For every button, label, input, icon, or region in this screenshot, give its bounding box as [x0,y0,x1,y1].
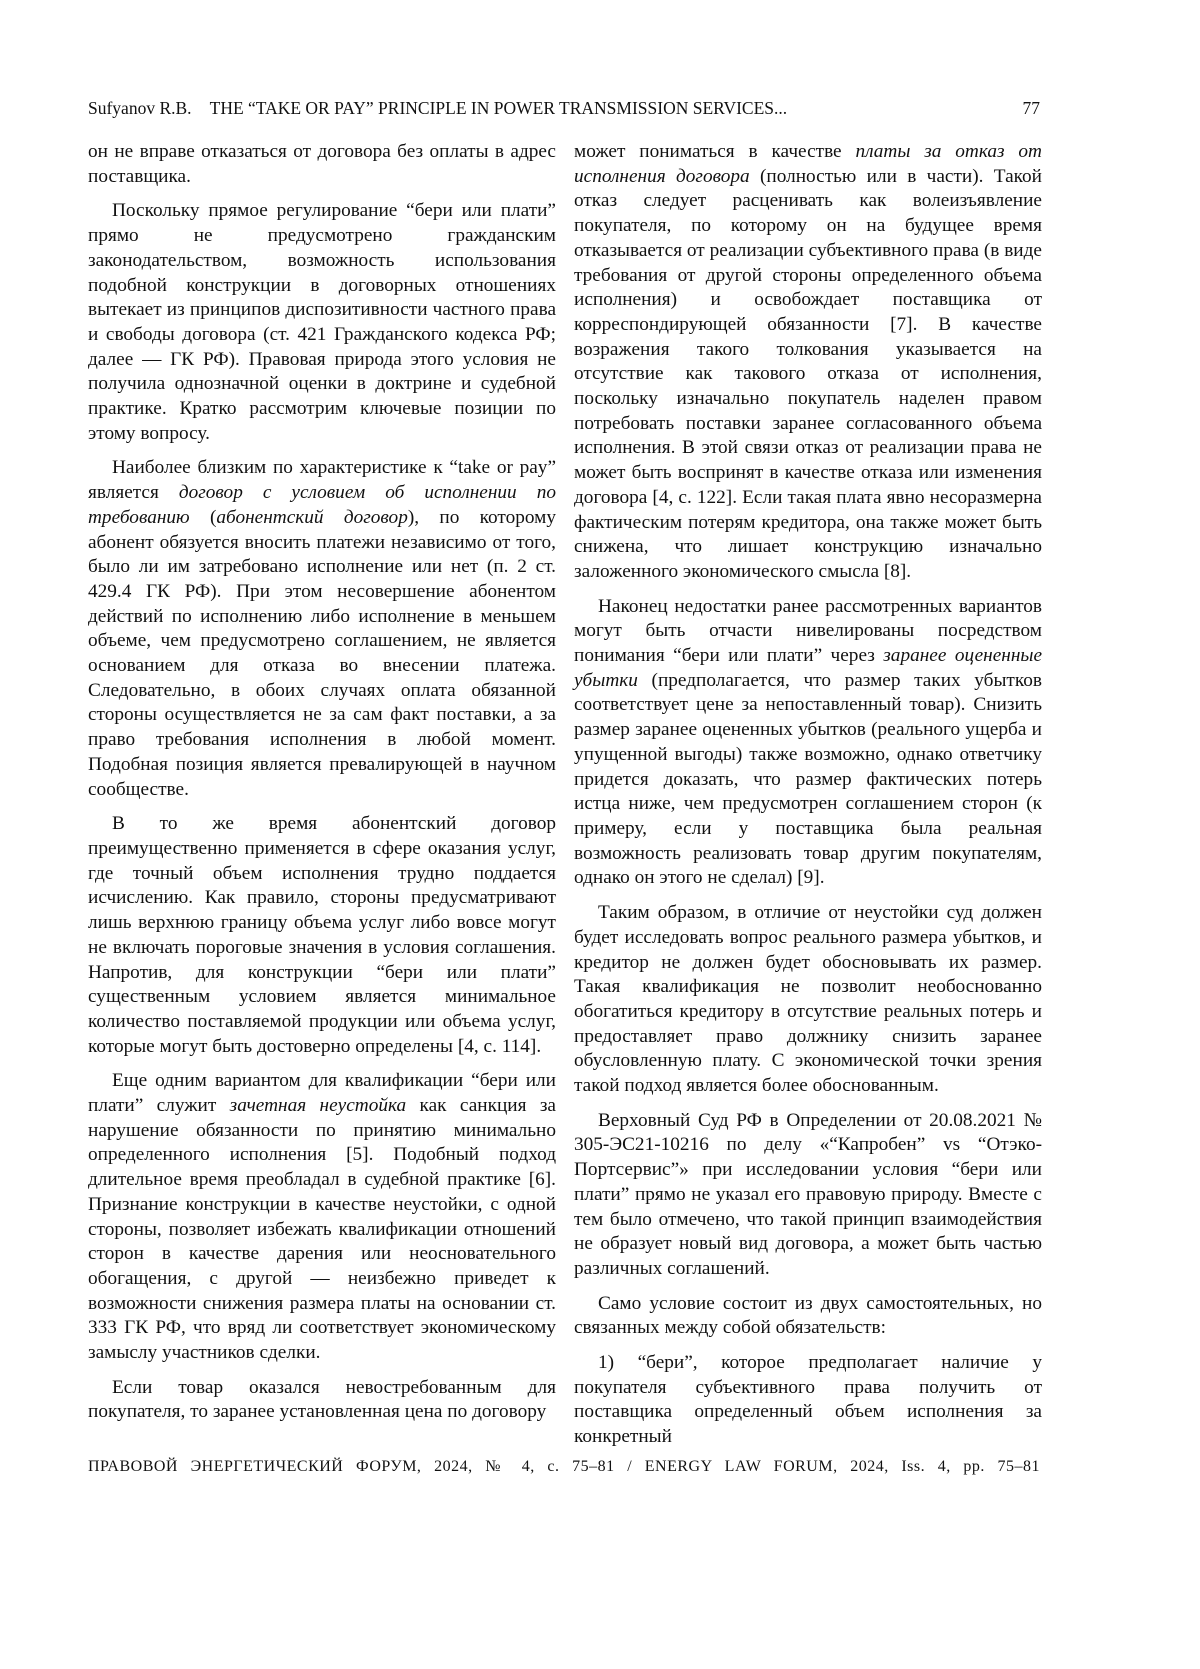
paragraph-text: он не вправе отказаться от договора без оплаты в адрес поставщика. [88,141,556,187]
paragraph [574,140,1042,585]
paragraph [574,595,1042,891]
paragraph [88,140,556,189]
paragraph-text: (предполагается, что размер таких убытков соответствует цене за непоставленный товар). Снизить размер заранее оцененных убытков (реального ущерба и упущенной выгоды) также возможно, однако ответчику придется доказать, что размер фактических потерь истца ниже, чем предусмотрен соглашением сторон (к примеру, если у поставщика была реальная возможность реализовать товар другим покупателям, однако он этого не сделал) [9]. [574,670,1042,889]
paragraph-text: ( [190,507,217,528]
paragraph [88,1376,556,1425]
italic-term: заранее оцененные убытки [574,645,1042,691]
page-number: 77 [1023,98,1041,119]
journal-footer: ПРАВОВОЙ ЭНЕРГЕТИЧЕСКИЙ ФОРУМ, 2024, № 4, с. 75–81 / ENERGY LAW FORUM, 2024, Iss. 4, pp. 75–81 [88,1458,1040,1476]
italic-term: договор с условием об исполнении по требованию [88,482,556,528]
italic-term: зачетная неустойка [230,1095,407,1116]
paragraph [574,1351,1042,1450]
paragraph-text: Еще одним вариантом для квалификации “бери или плати” служит [88,1070,556,1116]
paragraph-text: Само условие состоит из двух самостоятельных, но связанных между собой обязательств: [574,1293,1042,1339]
left-column [88,140,556,1435]
paragraph [574,1109,1042,1282]
italic-term: платы за отказ от исполнения договора [574,141,1042,187]
header-author: Sufyanov R.B. [88,98,192,118]
paragraph-text: Поскольку прямое регулирование “бери или плати” прямо не предусмотрено гражданским законодательством, возможность использования подобной конструкции в договорных отношениях вытекает из принципов диспозитивности частного права и свободы договора (ст. 421 Гражданского кодекса РФ; далее — ГК РФ). Правовая природа этого условия не получила однозначной оценки в доктрине и судебной практике. Кратко рассмотрим ключевые позиции по этому вопросу. [88,200,556,443]
paragraph [88,1069,556,1365]
paragraph-text: может пониматься в качестве [574,141,855,162]
paragraph [88,199,556,446]
paragraph-text: Наконец недостатки ранее рассмотренных вариантов могут быть отчасти нивелированы посредством понимания “бери или плати” через [574,596,1042,666]
italic-term: абонентский договор [216,507,407,528]
paragraph-text: Верховный Суд РФ в Определении от 20.08.2021 № 305-ЭС21-10216 по делу «“Капробен” vs “Отэко-Портсервис”» при исследовании условия “бери или плати” прямо не указал его правовую природу. Вместе с тем было отмечено, что такой принцип взаимодействия не образует новый вид договора, а может быть частью различных соглашений. [574,1110,1042,1279]
paragraph-text: Наиболее близким по характеристике к “take or pay” является [88,457,556,503]
paragraph-text: (полностью или в части). Такой отказ следует расценивать как волеизъявление покупателя, по которому он на будущее время отказывается от реализации субъективного права (в виде требования от другой стороны определенного объема исполнения) и освобождает поставщика от корреспондирующей обязанности [7]. В качестве возражения такого толкования указывается на отсутствие как такового отказа от исполнения, поскольку изначально покупатель наделен правом потребовать поставки заранее согласованного объема исполнения. В этой связи отказ от реализации права не может быть воспринят в качестве отказа или изменения договора [4, с. 122]. Если такая плата явно несоразмерна фактическим потерям кредитора, она также может быть снижена, что лишает конструкцию изначально заложенного экономического смысла [8]. [574,166,1042,582]
paragraph-text: Если товар оказался невостребованным для покупателя, то заранее установленная цена по договору [88,1377,556,1423]
running-header [88,98,1040,119]
header-title: THE “TAKE OR PAY” PRINCIPLE IN POWER TRANSMISSION SERVICES... [210,98,788,118]
paragraph [574,1292,1042,1341]
paragraph-text: ), по которому абонент обязуется вносить платежи независимо от того, было ли им затребовано исполнение или нет (п. 2 ст. 429.4 ГК РФ). При этом несовершение абонентом действий по исполнению либо исполнение в меньшем объеме, чем предусмотрено соглашением, не является основанием для отказа во внесении платежа. Следовательно, в обоих случаях оплата обязанной стороны осуществляется не за сам факт поставки, а за право требования исполнения в любой момент. Подобная позиция является превалирующей в научном сообществе. [88,507,556,800]
paragraph-text: 1) “бери”, которое предполагает наличие у покупателя субъективного права получить от поставщика определенный объем исполнения за конкретный [574,1352,1042,1447]
right-column [574,140,1042,1460]
paragraph [574,901,1042,1099]
paragraph-text: В то же время абонентский договор преимущественно применяется в сфере оказания услуг, где точный объем исполнения трудно поддается исчислению. Как правило, стороны предусматривают лишь верхнюю границу объема услуг либо вовсе могут не включать пороговые значения в условия соглашения. Напротив, для конструкции “бери или плати” существенным условием является минимальное количество поставляемой продукции или объема услуг, которые могут быть достоверно определены [4, с. 114]. [88,813,556,1056]
paragraph [88,812,556,1059]
paragraph [88,456,556,802]
header-left [88,98,801,119]
paragraph-text: Таким образом, в отличие от неустойки суд должен будет исследовать вопрос реального размера убытков, и кредитор не должен будет обосновывать их размер. Такая квалификация не позволит необоснованно обогатиться кредитору в отсутствие реальных потерь и предоставляет право должнику снизить заранее обусловленную плату. С экономической точки зрения такой подход является более обоснованным. [574,902,1042,1096]
paragraph-text: как санкция за нарушение обязанности по принятию минимально определенного исполнения [5]. Подобный подход длительное время преобладал в судебной практике [6]. Признание конструкции в качестве неустойки, с одной стороны, позволяет избежать квалификации отношений сторон в качестве дарения или неосновательного обогащения, с другой — неизбежно приведет к возможности снижения размера платы на основании ст. 333 ГК РФ, что вряд ли соответствует экономическому замыслу участников сделки. [88,1095,556,1363]
